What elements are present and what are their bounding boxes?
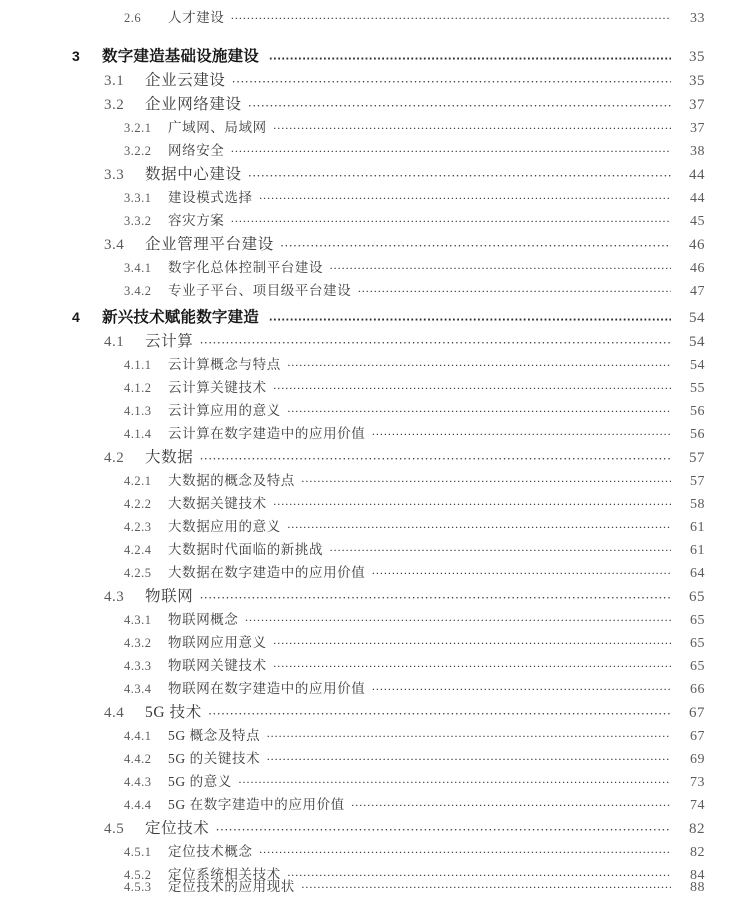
- toc-entry-number: 3.2.1: [124, 121, 152, 135]
- toc-entry-title: 5G 的意义: [168, 774, 232, 789]
- toc-entry[interactable]: [0, 305, 750, 328]
- toc-entry[interactable]: [0, 770, 750, 793]
- toc-entry-number: 3.4.2: [124, 284, 152, 298]
- toc-dot-leader: [287, 404, 671, 418]
- toc-entry[interactable]: [0, 329, 750, 352]
- toc-entry-number: 4.2.3: [124, 520, 152, 534]
- toc-page-number: 74: [690, 798, 705, 813]
- toc-entry-number: 4.5.1: [124, 845, 152, 859]
- toc-page-number: 58: [690, 497, 705, 512]
- toc-entry-title: 定位技术概念: [168, 844, 253, 859]
- toc-entry-title: 大数据在数字建造中的应用价值: [168, 565, 366, 580]
- toc-entry-number: 3.3.1: [124, 191, 152, 205]
- toc-entry[interactable]: [0, 561, 750, 584]
- toc-entry-title: 广域网、局域网: [168, 120, 267, 135]
- toc-entry-title: 5G 技术: [145, 704, 202, 721]
- toc-page-number: 64: [690, 566, 705, 581]
- toc-entry[interactable]: [0, 816, 750, 839]
- toc-page-number: 44: [689, 167, 705, 183]
- toc-entry-title: 云计算关键技术: [168, 380, 267, 395]
- toc-entry[interactable]: [0, 445, 750, 468]
- toc-dot-leader: [230, 11, 671, 25]
- toc-entry-title: 定位系统相关技术: [168, 867, 281, 882]
- toc-dot-leader: [232, 72, 671, 88]
- toc-entry-title: 5G 概念及特点: [168, 728, 261, 743]
- toc-entry-number: 4.3: [104, 589, 125, 605]
- toc-dot-leader: [273, 659, 671, 673]
- toc-dot-leader: [273, 497, 671, 511]
- toc-entry[interactable]: [0, 279, 750, 302]
- toc-entry[interactable]: [0, 538, 750, 561]
- toc-entry-title: 企业管理平台建设: [145, 236, 274, 253]
- toc-entry-title: 云计算概念与特点: [168, 357, 281, 372]
- toc-entry-title: 大数据的概念及特点: [168, 473, 295, 488]
- toc-entry-number: 4.4.4: [124, 798, 152, 812]
- toc-dot-leader: [269, 309, 671, 325]
- toc-page-number: 56: [690, 404, 705, 419]
- toc-page-number: 35: [689, 49, 705, 65]
- toc-dot-leader: [329, 543, 671, 557]
- toc-entry-title: 定位技术的应用现状: [168, 879, 295, 894]
- toc-entry-number: 4.5.3: [124, 880, 152, 894]
- toc-entry[interactable]: [0, 515, 750, 538]
- toc-entry-number: 3.3: [104, 167, 125, 183]
- toc-page-number: 67: [690, 729, 705, 744]
- toc-page-number: 69: [690, 752, 705, 767]
- toc-entry-number: 4.2.4: [124, 543, 152, 557]
- toc-dot-leader: [273, 121, 671, 135]
- toc-entry-title: 企业网络建设: [145, 96, 242, 113]
- toc-page-number: 38: [690, 144, 705, 159]
- toc-page-number: 37: [690, 121, 705, 136]
- toc-entry[interactable]: [0, 608, 750, 631]
- toc-page-number: 54: [689, 310, 705, 326]
- toc-entry[interactable]: [0, 68, 750, 91]
- toc-entry-number: 4.3.1: [124, 613, 152, 627]
- toc-entry-title: 大数据时代面临的新挑战: [168, 542, 324, 557]
- toc-page-number: 35: [689, 73, 705, 89]
- toc-dot-leader: [371, 566, 671, 580]
- toc-entry-title: 5G 在数字建造中的应用价值: [168, 797, 345, 812]
- toc-entry-number: 4.3.2: [124, 636, 152, 650]
- toc-entry-number: 4.3.3: [124, 659, 152, 673]
- toc-page-number: 65: [690, 613, 705, 628]
- toc-entry[interactable]: [0, 139, 750, 162]
- toc-page-number: 82: [690, 845, 705, 860]
- toc-entry-number: 4.2: [104, 450, 125, 466]
- toc-page-number: 46: [690, 261, 705, 276]
- toc-dot-leader: [351, 798, 671, 812]
- toc-dot-leader: [371, 427, 671, 441]
- toc-entry-title: 数据中心建设: [145, 166, 242, 183]
- toc-entry-number: 4.5: [104, 821, 125, 837]
- toc-dot-leader: [245, 613, 672, 627]
- toc-entry-number: 3.2.2: [124, 144, 152, 158]
- toc-page-number: 54: [689, 334, 705, 350]
- toc-entry-number: 4.1: [104, 334, 125, 350]
- toc-entry-number: 4.1.2: [124, 381, 152, 395]
- toc-entry-title: 云计算: [145, 333, 194, 350]
- toc-entry-title: 物联网在数字建造中的应用价值: [168, 681, 366, 696]
- toc-dot-leader: [238, 775, 671, 789]
- toc-dot-leader: [266, 729, 671, 743]
- toc-entry-number: 4.1.3: [124, 404, 152, 418]
- toc-dot-leader: [269, 48, 671, 64]
- toc-entry-title: 物联网概念: [168, 612, 239, 627]
- toc-dot-leader: [248, 96, 671, 112]
- toc-dot-leader: [199, 588, 671, 604]
- toc-entry-number: 3.2: [104, 97, 125, 113]
- toc-dot-leader: [208, 704, 671, 720]
- toc-entry-number: 3.1: [104, 73, 125, 89]
- toc-entry[interactable]: [0, 92, 750, 115]
- toc-entry[interactable]: [0, 256, 750, 279]
- toc-entry-title: 大数据关键技术: [168, 496, 267, 511]
- toc-entry-number: 3.4.1: [124, 261, 152, 275]
- toc-entry-number: 2.6: [124, 11, 142, 25]
- toc-page-number: 82: [689, 821, 705, 837]
- toc-page-number: 37: [689, 97, 705, 113]
- toc-entry[interactable]: [0, 162, 750, 185]
- toc-dot-leader: [357, 284, 671, 298]
- toc-dot-leader: [199, 449, 671, 465]
- toc-page-number: 66: [690, 682, 705, 697]
- toc-entry-title: 大数据: [145, 449, 194, 466]
- toc-entry-title: 5G 的关键技术: [168, 751, 261, 766]
- toc-dot-leader: [301, 880, 671, 894]
- toc-page-number: 45: [690, 214, 705, 229]
- toc-entry[interactable]: [0, 44, 750, 67]
- toc-entry[interactable]: [0, 631, 750, 654]
- toc-entry[interactable]: [0, 677, 750, 700]
- toc-entry-title: 物联网应用意义: [168, 635, 267, 650]
- toc-dot-leader: [301, 474, 671, 488]
- toc-entry-title: 云计算应用的意义: [168, 403, 281, 418]
- toc-page-number: 84: [690, 868, 705, 883]
- toc-entry-number: 4.5.2: [124, 868, 152, 882]
- toc-page-number: 57: [690, 474, 705, 489]
- toc-entry[interactable]: [0, 700, 750, 723]
- toc-entry-title: 企业云建设: [145, 72, 226, 89]
- toc-entry-number: 4.2.1: [124, 474, 152, 488]
- toc-entry[interactable]: [0, 654, 750, 677]
- toc-entry-title: 数字建造基础设施建设: [102, 48, 260, 65]
- toc-dot-leader: [259, 191, 671, 205]
- toc-entry-number: 3.4: [104, 237, 125, 253]
- toc-page-number: 44: [690, 191, 705, 206]
- toc-page-number: 67: [689, 705, 705, 721]
- toc-page-number: 61: [690, 543, 705, 558]
- toc-entry-number: 4.1.4: [124, 427, 152, 441]
- toc-page-number: 46: [689, 237, 705, 253]
- toc-dot-leader: [266, 752, 671, 766]
- toc-page-number: 88: [690, 880, 705, 895]
- toc-entry[interactable]: [0, 422, 750, 445]
- toc-dot-leader: [215, 820, 671, 836]
- toc-entry-number: 4.4: [104, 705, 125, 721]
- toc-entry-title: 物联网: [145, 588, 194, 605]
- toc-entry-number: 4.1.1: [124, 358, 152, 372]
- toc-entry-number: 4.4.2: [124, 752, 152, 766]
- toc-entry-number: 4.2.5: [124, 566, 152, 580]
- toc-entry-title: 物联网关键技术: [168, 658, 267, 673]
- toc-entry-number: 4: [72, 309, 81, 325]
- toc-entry-title: 专业子平台、项目级平台建设: [168, 283, 352, 298]
- toc-page-number: 65: [690, 636, 705, 651]
- toc-entry[interactable]: [0, 747, 750, 770]
- toc-page-number: 55: [690, 381, 705, 396]
- toc-dot-leader: [287, 520, 671, 534]
- toc-dot-leader: [273, 381, 671, 395]
- toc-entry-number: 4.2.2: [124, 497, 152, 511]
- toc-entry-number: 4.4.3: [124, 775, 152, 789]
- toc-dot-leader: [280, 236, 671, 252]
- toc-dot-leader: [329, 261, 671, 275]
- toc-dot-leader: [230, 214, 671, 228]
- toc-entry[interactable]: [0, 186, 750, 209]
- toc-page-number: 54: [690, 358, 705, 373]
- toc-entry-title: 定位技术: [145, 820, 210, 837]
- toc-page-number: 33: [690, 11, 705, 26]
- toc-entry[interactable]: [0, 840, 750, 863]
- toc-entry[interactable]: [0, 584, 750, 607]
- toc-entry[interactable]: [0, 232, 750, 255]
- toc-entry[interactable]: [0, 353, 750, 376]
- toc-entry[interactable]: [0, 875, 750, 898]
- toc-dot-leader: [230, 144, 671, 158]
- toc-dot-leader: [199, 333, 671, 349]
- toc-entry-title: 容灾方案: [168, 213, 225, 228]
- toc-entry-title: 人才建设: [168, 10, 225, 25]
- toc-page-number: 47: [690, 284, 705, 299]
- toc-entry[interactable]: [0, 469, 750, 492]
- toc-dot-leader: [273, 636, 671, 650]
- toc-entry[interactable]: [0, 724, 750, 747]
- toc-entry-title: 网络安全: [168, 143, 225, 158]
- toc-entry[interactable]: [0, 376, 750, 399]
- toc-dot-leader: [371, 682, 671, 696]
- toc-entry-title: 新兴技术赋能数字建造: [102, 309, 260, 326]
- toc-entry[interactable]: [0, 492, 750, 515]
- toc-dot-leader: [248, 166, 671, 182]
- toc-entry-number: 4.3.4: [124, 682, 152, 696]
- toc-page-number: 65: [689, 589, 705, 605]
- toc-entry-number: 3: [72, 48, 81, 64]
- toc-page-number: 57: [689, 450, 705, 466]
- toc-entry[interactable]: [0, 209, 750, 232]
- toc-entry[interactable]: [0, 116, 750, 139]
- toc-entry[interactable]: [0, 6, 750, 29]
- toc-page-number: 73: [690, 775, 705, 790]
- toc-entry-title: 大数据应用的意义: [168, 519, 281, 534]
- toc-entry-title: 数字化总体控制平台建设: [168, 260, 324, 275]
- toc-page-number: 65: [690, 659, 705, 674]
- toc-entry[interactable]: [0, 793, 750, 816]
- toc-entry-title: 建设模式选择: [168, 190, 253, 205]
- toc-entry-title: 云计算在数字建造中的应用价值: [168, 426, 366, 441]
- toc-page-number: 56: [690, 427, 705, 442]
- toc-page-number: 61: [690, 520, 705, 535]
- toc-dot-leader: [287, 358, 671, 372]
- toc-dot-leader: [259, 845, 671, 859]
- toc-entry-number: 3.3.2: [124, 214, 152, 228]
- toc-entry[interactable]: [0, 399, 750, 422]
- toc-entry-number: 4.4.1: [124, 729, 152, 743]
